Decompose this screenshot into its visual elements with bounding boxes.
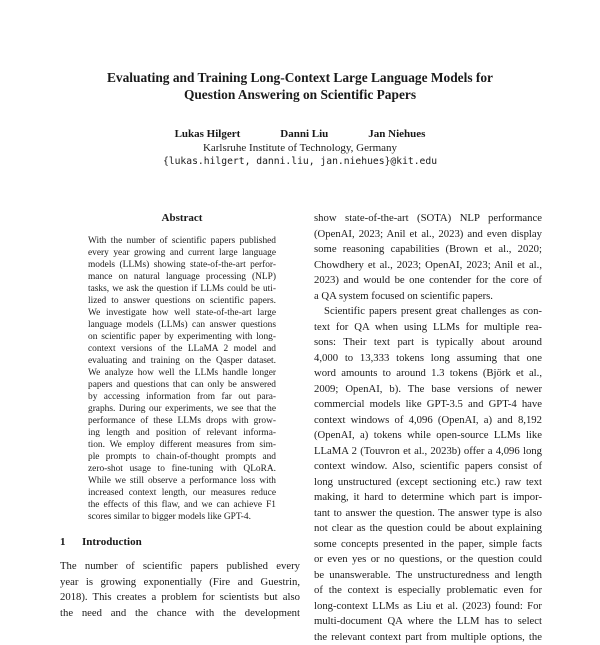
body-line: some concepts presented in the paper, simple facts [314,537,542,553]
abstract-line: increased context length, our measures reduce [88,487,276,499]
body-line: 4,000 to 13,333 tokens long assuming that one [314,351,542,367]
abstract-line: graphs. During our experiments, we see that the [88,403,276,415]
abstract-line: While we still observe a performance loss with [88,475,276,487]
abstract-line: scores similar to bigger models like GPT-4. [88,511,276,523]
body-line: long-context LLMs as Liu et al. (2023) found: For [314,599,542,615]
body-line: 2018). This creates a problem for scientists but also [60,590,300,606]
abstract-body [88,235,276,523]
paper-title [60,69,540,103]
introduction-body [60,559,300,621]
section-title: Introduction [82,536,142,548]
body-line: making, it hard to determine which part is impor- [314,490,542,506]
abstract-line: ing length and position of relevant informa- [88,427,276,439]
body-line: show state-of-the-art (SOTA) NLP performance [314,211,542,227]
body-line: tant to answer the question. The answer type is also [314,506,542,522]
body-line: 2009; OpenAI, b). The base versions of newer [314,382,542,398]
abstract-heading: Abstract [88,211,276,225]
abstract-line: With the number of scientific papers published [88,235,276,247]
abstract-line: by accessing information from far out para- [88,391,276,403]
abstract-line: tion. We employ different measures from sim- [88,439,276,451]
body-line: be unanswerable. The unstructuredness and length [314,568,542,584]
author-name: Lukas Hilgert [175,127,241,141]
body-line: Scientific papers present great challenges as con- [314,304,542,320]
abstract-line: performance of these LLMs drops with grow- [88,415,276,427]
abstract-line: evaluating and training on the Qasper dataset. [88,355,276,367]
affiliation: Karlsruhe Institute of Technology, Germany [60,141,540,155]
body-line: context windows of 4,096 (OpenAI, a) and 8,192 [314,413,542,429]
abstract-line: zero-shot usage to fine-tuning with QLoRA. [88,463,276,475]
body-line: 2023) and would be one contender for the core of [314,273,542,289]
abstract-line: on scientific paper by experimenting with long- [88,331,276,343]
abstract-line: models (LLMs) showing state-of-the-art perfor- [88,259,276,271]
section-number: 1 [60,535,82,549]
abstract-line: language models (LLMs) can answer questions [88,319,276,331]
body-line: multi-document QA where the LLM has to select [314,614,542,630]
body-line: word amounts to around 1.3 tokens (Björk et al., [314,366,542,382]
abstract-line: We analyze how well the LLMs handle longer [88,367,276,379]
abstract-line: mance on natural language processing (NLP) [88,271,276,283]
author-name: Danni Liu [280,127,328,141]
abstract-line: context versions of the LLaMA 2 model and [88,343,276,355]
body-line: the relevant context part from multiple options, the [314,630,542,645]
right-column-body [314,211,542,645]
body-line: LLaMA 2 (Touvron et al., 2023b) offer a 4,096 long [314,444,542,460]
author-emails: {lukas.hilgert, danni.liu, jan.niehues}@kit.edu [60,155,540,169]
body-line: not clear as the question could be about explaining [314,521,542,537]
body-line: the need and the chance with the development [60,606,300,622]
abstract-line: We investigate how well state-of-the-art large [88,307,276,319]
author-name: Jan Niehues [368,127,425,141]
body-line: of the context is especially problematic even for [314,583,542,599]
body-line: year is growing exponentially (Fire and Guestrin, [60,575,300,591]
body-line: or even yes or no questions, or the question could [314,552,542,568]
body-line: (OpenAI, 2023; Anil et al., 2023) and even display [314,227,542,243]
body-line: text for QA when using LLMs for multiple rea- [314,320,542,336]
abstract-line: tasks, we ask the question if LLMs could be uti- [88,283,276,295]
body-line: long unstructured (except sectioning etc.) raw text [314,475,542,491]
body-line: context window. Also, scientific papers consist of [314,459,542,475]
body-line: some reasoning capabilities (Brown et al., 2020; [314,242,542,258]
abstract-line: every year growing and current large language [88,247,276,259]
body-line: (OpenAI, a) tokens while open-source LLMs like [314,428,542,444]
body-line: commercial models like GPT-3.5 and GPT-4 have [314,397,542,413]
body-line: The number of scientific papers published every [60,559,300,575]
body-line: a QA system focused on scientific papers. [314,289,542,305]
section-heading [60,535,300,549]
title-line: Question Answering on Scientific Papers [60,86,540,103]
body-line: sons: Their text part is typically about around [314,335,542,351]
abstract-line: papers and questions that can only be answered [88,379,276,391]
abstract-line: the effects of this flaw, and we can achieve F1 [88,499,276,511]
abstract-line: lized to answer questions on scientific papers. [88,295,276,307]
author-list [60,127,540,141]
body-line: Chowdhery et al., 2023; OpenAI, 2023; Anil et al., [314,258,542,274]
abstract-line: ple prompts to chain-of-thought prompts and [88,451,276,463]
title-line: Evaluating and Training Long-Context Large Language Models for [60,69,540,86]
